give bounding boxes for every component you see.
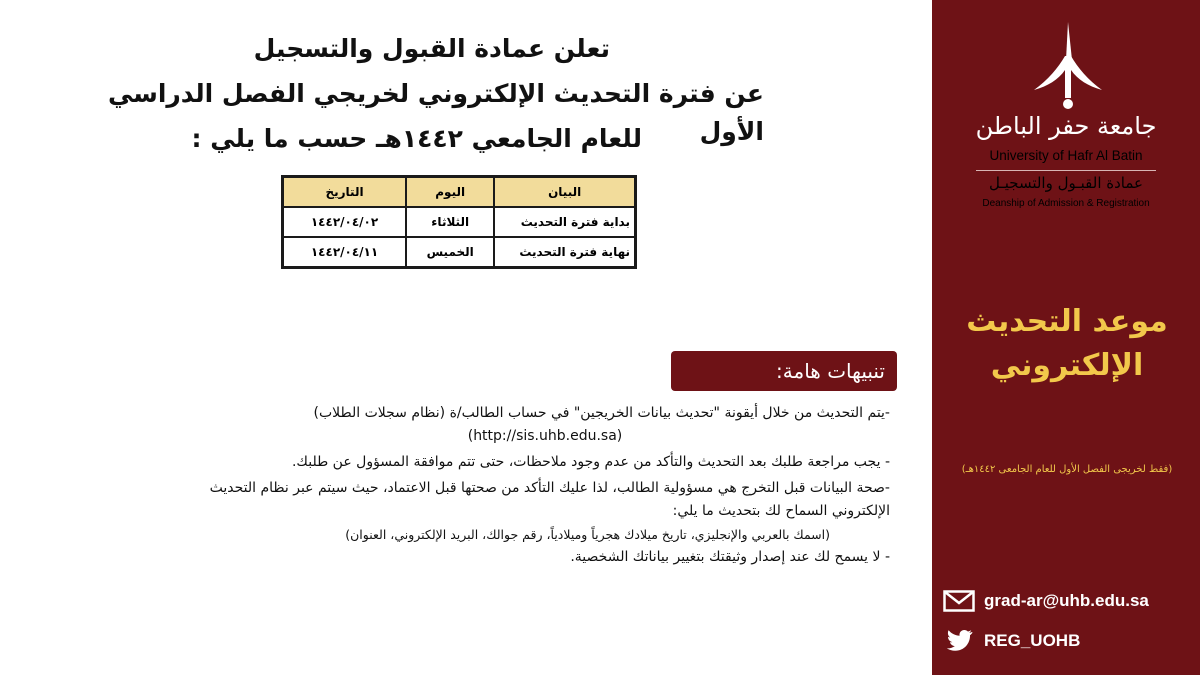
table-header-row: [283, 177, 636, 208]
table-row: [283, 207, 636, 237]
notice-item-1: -يتم التحديث من خلال أيقونة "تحديث بيانات الخريجين" في حساب الطالب/ة (نظام سجلات الطلاب): [313, 405, 890, 421]
email-address[interactable]: grad-ar@uhb.edu.sa: [984, 591, 1149, 610]
column-header-day: اليوم: [406, 177, 494, 208]
deanship-name-en: Deanship of Admission & Registration: [982, 198, 1150, 209]
table-cell-date: ١٤٤٢/٠٤/١١: [283, 237, 407, 268]
divider: [976, 170, 1156, 171]
notice-item-2: - يجب مراجعة طلبك بعد التحديث والتأكد من عدم وجود ملاحظات، حتى تتم موافقة المسؤول عن طلبك.: [291, 454, 890, 470]
university-name-ar: جامعة حفر الباطن: [975, 112, 1157, 140]
column-header-statement: البيان: [494, 177, 635, 208]
sidebar-title: موعد التحديث الإلكتروني: [966, 304, 1168, 383]
deanship-name-ar: عمادة القبـول والتسجيـل: [988, 174, 1143, 192]
university-logo: [1028, 20, 1108, 112]
twitter-contact[interactable]: [942, 626, 1080, 656]
table-cell-label: بداية فترة التحديث: [494, 207, 635, 237]
table-cell-date: ١٤٤٢/٠٤/٠٢: [283, 207, 407, 237]
envelope-icon: [942, 586, 976, 616]
email-contact[interactable]: [942, 586, 1149, 616]
schedule-table: [281, 175, 637, 269]
column-header-date: التاريخ: [283, 177, 407, 208]
notice-item-1-url: (http://sis.uhb.edu.sa): [467, 428, 623, 444]
sidebar-subtitle: (فقط لخريجى الفصل الأول للعام الجامعى ١٤٤٢هـ): [961, 464, 1173, 475]
university-name-en: University of Hafr Al Batin: [989, 148, 1143, 163]
notice-item-3-detail: (اسمك بالعربي والإنجليزي، تاريخ ميلادك هجرياً وميلادياً، رقم جوالك، البريد الإلكتروني، العنوان): [345, 527, 830, 542]
notice-item-4: - لا يسمح لك عند إصدار وثيقتك بتغيير بياناتك الشخصية.: [570, 549, 890, 565]
table-row: [283, 237, 636, 268]
notices-title: تنبيهات هامة:: [776, 359, 885, 383]
headline-line-1: تعلن عمادة القبول والتسجيل: [253, 34, 610, 63]
notices-list: [200, 402, 890, 569]
twitter-icon: [942, 626, 976, 656]
headline-line-3: للعام الجامعي ١٤٤٢هـ حسب ما يلي :: [191, 124, 642, 153]
twitter-handle[interactable]: REG_UOHB: [984, 631, 1081, 650]
table-cell-day: الثلاثاء: [406, 207, 494, 237]
notice-item-3: -صحة البيانات قبل التخرج هي مسؤولية الطالب، لذا عليك التأكد من صحتها قبل الاعتماد، حيث سيتم عبر نظام التحديث الإلكتروني السماح لك بتحديث ما يلي:: [209, 480, 890, 519]
notices-title-box: [671, 351, 897, 391]
table-cell-label: نهاية فترة التحديث: [494, 237, 635, 268]
table-cell-day: الخميس: [406, 237, 494, 268]
headline-line-2: عن فترة التحديث الإلكتروني لخريجي الفصل الدراسي الأول: [107, 79, 764, 146]
